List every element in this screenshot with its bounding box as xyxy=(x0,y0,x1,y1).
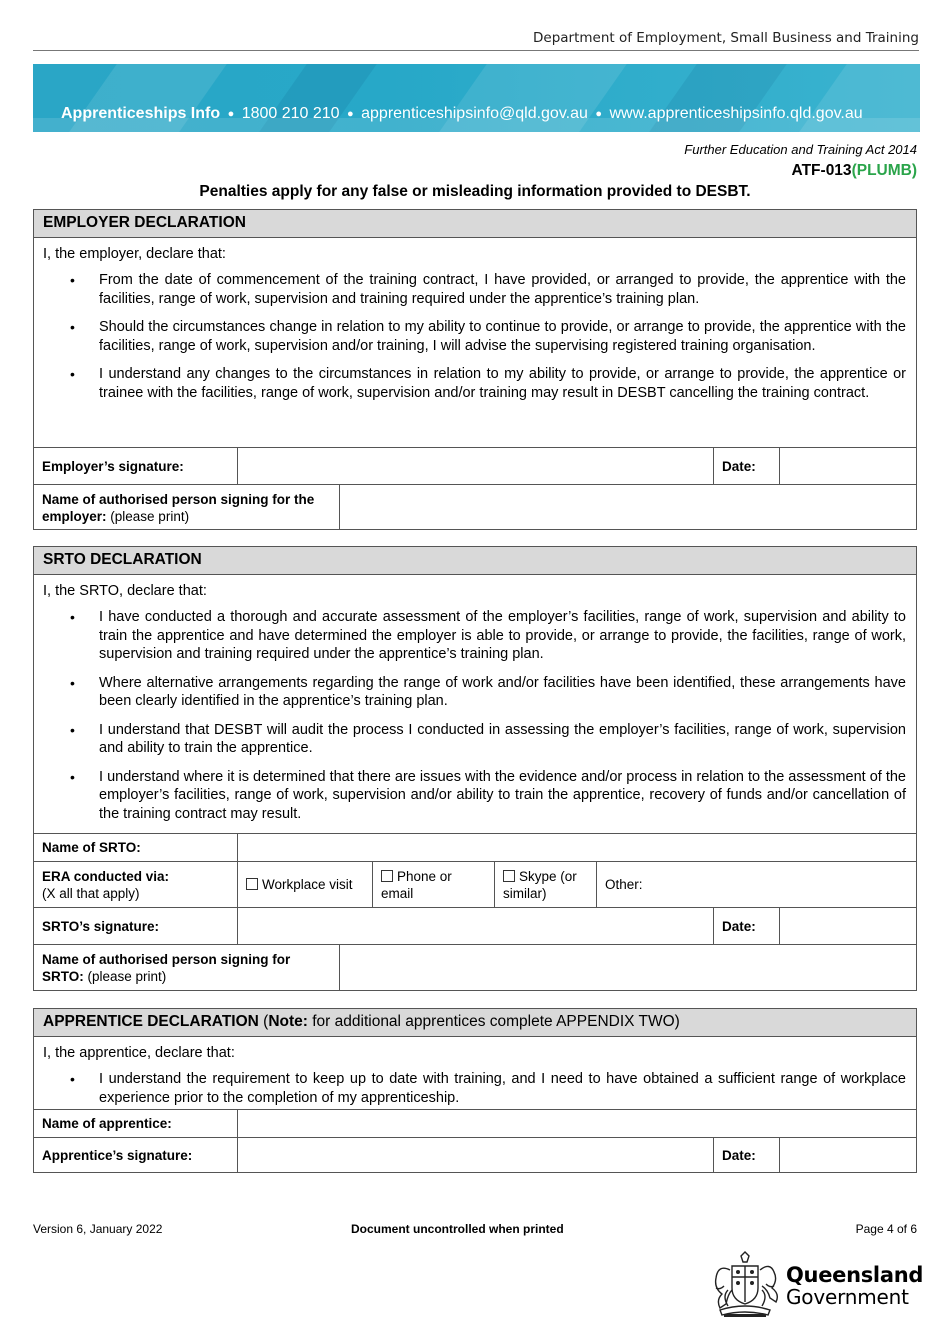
banner-phone[interactable]: 1800 210 210 xyxy=(241,105,340,122)
declaration-list xyxy=(34,271,916,402)
footer-page-number: Page 4 of 6 xyxy=(855,1222,917,1236)
declaration-item: • I understand any changes to the circumstances in relation to my ability to provide, or arrange to provide, the apprentice or trainee with the facilities, range of work, supervision and/or training may result in DESBT cancelling the training contract. xyxy=(34,365,906,402)
field-label xyxy=(34,1138,238,1173)
logo-wordmark xyxy=(786,1264,923,1308)
form-code xyxy=(792,162,917,180)
era-option-content xyxy=(246,876,353,893)
employer-signature-field[interactable] xyxy=(238,448,714,484)
era-other-field[interactable] xyxy=(597,862,916,907)
declaration-item: • I understand where it is determined that there are issues with the evidence and/or process in relation to the assessment of the employer’s facilities, range of work, supervision and/or ability to train the apprentice, recovery of funds and/or cancellation of the training contract may result. xyxy=(34,768,906,824)
bullet-separator: ● xyxy=(227,107,235,120)
footer-uncontrolled-notice: Document uncontrolled when printed xyxy=(351,1222,564,1236)
header-divider xyxy=(33,50,919,51)
declaration-item: • I understand the requirement to keep up to date with training, and I need to have obtained a sufficient range of workplace experience prior to the completion of my apprenticeship. xyxy=(34,1070,906,1107)
declaration-item: • I have conducted a thorough and accurate assessment of the employer’s facilities, range of work, supervision and ability to train the apprentice and have determined the employer is able to provide, or arrange to provide, the facilities, range of work, supervision and training required under the apprentice’s training plan. xyxy=(34,608,906,664)
employer-declaration-section xyxy=(33,209,917,530)
field-label xyxy=(34,1110,238,1137)
field-label xyxy=(34,834,238,861)
field-label xyxy=(714,448,780,484)
form-code-suffix: (PLUMB) xyxy=(851,162,917,179)
contact-banner xyxy=(33,64,920,132)
declaration-item: • From the date of commencement of the training contract, I have provided, or arranged to provide, the apprentice with the facilities, range of work, supervision and training required under the apprentice’s training plan. xyxy=(34,271,906,308)
logo-line-queensland: Queensland xyxy=(786,1263,924,1287)
section-note-open: ( xyxy=(258,1013,269,1030)
coat-of-arms-icon xyxy=(708,1250,782,1322)
apprentice-name-row xyxy=(34,1109,916,1137)
field-label xyxy=(34,448,238,484)
era-option-phone[interactable] xyxy=(373,862,495,907)
declaration-item: • Should the circumstances change in relation to my ability to continue to provide, or arrange to provide, the apprentice with the facilities, range of work, supervision and/or training, I will advise the supervising registered training organisation. xyxy=(34,318,906,355)
field-label-text xyxy=(42,951,331,985)
apprentice-signature-row xyxy=(34,1137,916,1173)
banner-website-link[interactable]: www.apprenticeshipsinfo.qld.gov.au xyxy=(609,105,863,122)
apprentice-name-field[interactable] xyxy=(238,1110,916,1137)
era-option-content xyxy=(503,868,588,902)
label-bold: Name of authorised person signing for SRTO: xyxy=(42,952,291,984)
field-label-text xyxy=(42,491,331,525)
banner-contact-line xyxy=(61,105,863,123)
field-label-text: Apprentice’s signature: xyxy=(42,1148,193,1163)
field-label xyxy=(34,862,238,907)
field-label xyxy=(714,1138,780,1173)
apprentice-date-field[interactable] xyxy=(780,1138,916,1173)
section-note: for additional apprentices complete APPENDIX TWO) xyxy=(307,1013,680,1030)
declaration-list xyxy=(34,608,916,823)
bullet-separator: ● xyxy=(595,107,602,120)
declaration-intro: I, the apprentice, declare that: xyxy=(43,1045,235,1061)
field-label-text: Employer’s signature: xyxy=(42,458,184,474)
section-heading xyxy=(34,547,916,575)
declaration-intro: I, the SRTO, declare that: xyxy=(43,583,207,599)
banner-email-link[interactable]: apprenticeshipsinfo@qld.gov.au xyxy=(361,105,588,122)
srto-signature-row xyxy=(34,907,916,944)
era-option-skype[interactable] xyxy=(495,862,597,907)
era-option-label: Phone or email xyxy=(381,868,452,901)
field-label-text: Date: xyxy=(722,458,756,474)
srto-name-row xyxy=(34,833,916,861)
srto-name-field[interactable] xyxy=(238,834,916,861)
label-suffix: (please print) xyxy=(106,508,190,524)
logo-line-government: Government xyxy=(786,1285,909,1309)
era-option-label: Skype (or similar) xyxy=(503,868,577,901)
checkbox-icon[interactable] xyxy=(381,870,393,882)
form-code-id: ATF-013 xyxy=(791,162,852,179)
era-other-label: Other: xyxy=(605,877,643,892)
declaration-list xyxy=(34,1070,916,1107)
queensland-government-logo xyxy=(708,1250,924,1322)
section-heading xyxy=(34,1009,916,1037)
label-bold: Name of authorised person signing for the employer: xyxy=(42,491,315,524)
field-label-text xyxy=(42,868,169,902)
srto-authorised-row xyxy=(34,944,916,991)
field-label xyxy=(34,908,238,944)
srto-authorised-name-field[interactable] xyxy=(340,945,916,991)
apprentice-declaration-section xyxy=(33,1008,917,1173)
field-label-text: Name of SRTO: xyxy=(42,840,141,855)
bullet-separator: ● xyxy=(347,107,354,120)
section-title: APPRENTICE DECLARATION xyxy=(43,1013,259,1030)
era-option-label: Workplace visit xyxy=(262,877,353,892)
employer-name-row xyxy=(34,484,916,530)
footer-version: Version 6, January 2022 xyxy=(33,1222,163,1236)
srto-date-field[interactable] xyxy=(780,908,916,944)
label-note: (X all that apply) xyxy=(42,885,140,901)
apprentice-signature-field[interactable] xyxy=(238,1138,714,1173)
employer-signature-row xyxy=(34,447,916,484)
department-name: Department of Employment, Small Business and Training xyxy=(533,30,919,46)
field-label xyxy=(714,908,780,944)
section-heading xyxy=(34,210,916,238)
era-option-workplace[interactable] xyxy=(238,862,373,907)
field-label xyxy=(34,945,340,991)
field-label-text: Date: xyxy=(722,1148,756,1163)
section-note-bold: Note: xyxy=(268,1013,308,1030)
employer-authorised-name-field[interactable] xyxy=(340,485,916,530)
section-title: SRTO DECLARATION xyxy=(43,551,202,568)
checkbox-icon[interactable] xyxy=(503,870,515,882)
banner-org-name: Apprenticeships Info xyxy=(61,105,221,122)
declaration-item: • Where alternative arrangements regarding the range of work and/or facilities have been identified, these arrangements have been clearly identified in the apprentice’s training plan. xyxy=(34,674,906,711)
declaration-intro: I, the employer, declare that: xyxy=(43,246,226,262)
label-suffix: (please print) xyxy=(83,969,167,984)
srto-declaration-section xyxy=(33,546,917,991)
srto-signature-field[interactable] xyxy=(238,908,714,944)
field-label xyxy=(34,485,340,530)
field-label-text: Date: xyxy=(722,918,756,934)
act-name: Further Education and Training Act 2014 xyxy=(684,142,917,157)
label-bold: ERA conducted via: xyxy=(42,868,170,884)
section-title: EMPLOYER DECLARATION xyxy=(43,214,246,231)
penalties-notice: Penalties apply for any false or misleading information provided to DESBT. xyxy=(199,183,751,200)
era-option-content xyxy=(381,868,486,902)
field-label-text: SRTO’s signature: xyxy=(42,918,160,934)
field-label-text: Name of apprentice: xyxy=(42,1116,172,1131)
era-row xyxy=(34,861,916,907)
employer-date-field[interactable] xyxy=(780,448,916,484)
declaration-item: • I understand that DESBT will audit the process I conducted in assessing the employer’s facilities, range of work, supervision and ability to train the apprentice. xyxy=(34,721,906,758)
checkbox-icon[interactable] xyxy=(246,878,258,890)
